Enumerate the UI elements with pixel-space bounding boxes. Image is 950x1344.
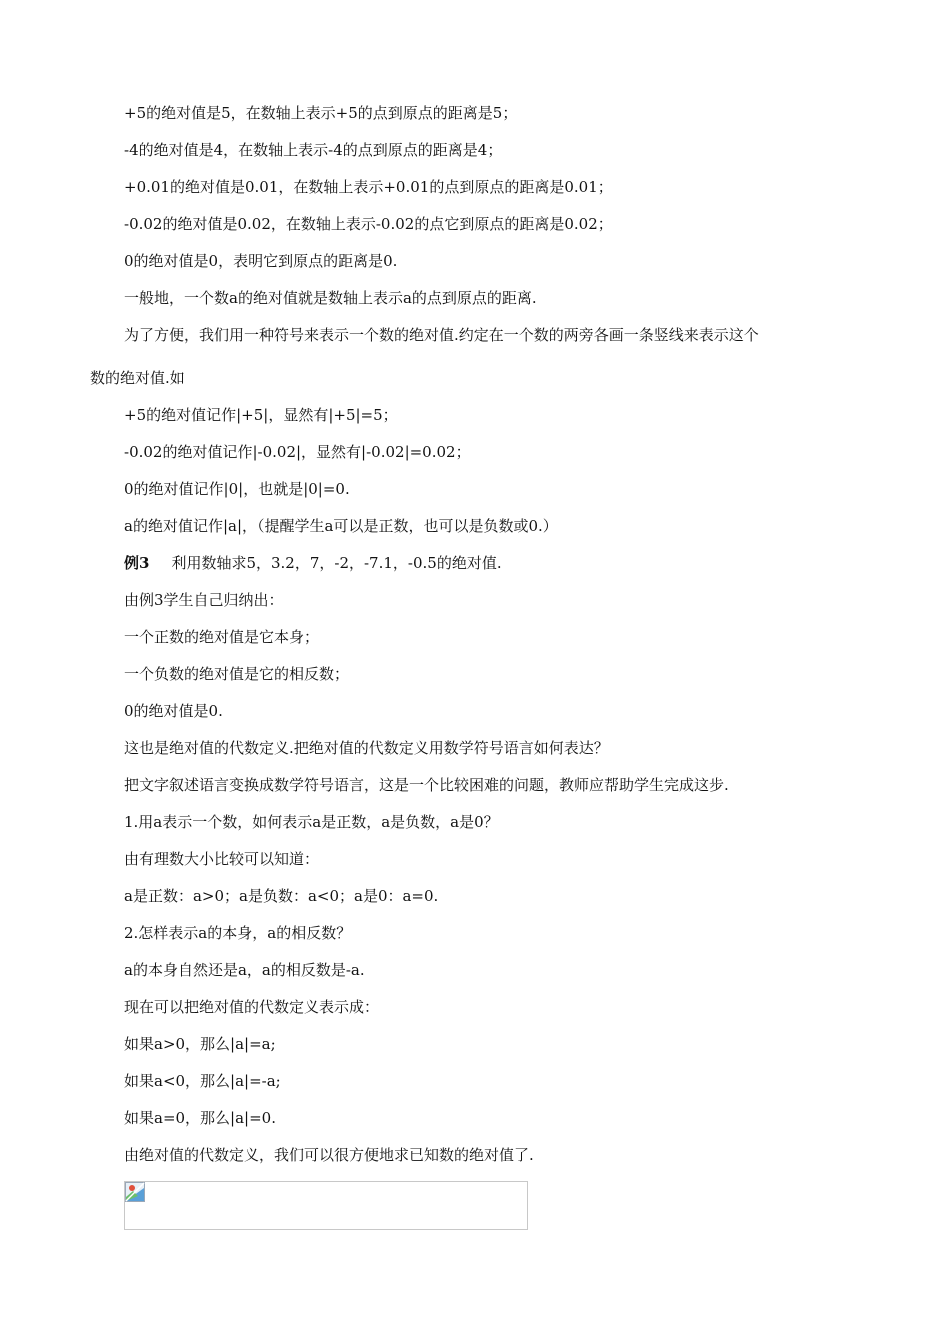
text-line: 由例3学生自己归纳出： bbox=[124, 591, 284, 609]
text-line: a的本身自然还是a，a的相反数是-a. bbox=[124, 961, 365, 979]
text-line: -4的绝对值是4，在数轴上表示-4的点到原点的距离是4； bbox=[124, 141, 503, 159]
text-line: 由绝对值的代数定义，我们可以很方便地求已知数的绝对值了. bbox=[124, 1146, 534, 1164]
text-line: +0.01的绝对值是0.01，在数轴上表示+0.01的点到原点的距离是0.01； bbox=[124, 178, 613, 196]
image-placeholder bbox=[124, 1181, 528, 1230]
text-line: 把文字叙述语言变换成数学符号语言，这是一个比较困难的问题，教师应帮助学生完成这步. bbox=[124, 776, 729, 794]
text-line: 这也是绝对值的代数定义.把绝对值的代数定义用数学符号语言如何表达？ bbox=[124, 739, 609, 757]
text-line: 2.怎样表示a的本身，a的相反数？ bbox=[124, 924, 352, 942]
text-line: 0的绝对值是0. bbox=[124, 702, 223, 720]
text-line: -0.02的绝对值是0.02，在数轴上表示-0.02的点它到原点的距离是0.02； bbox=[124, 215, 613, 233]
text-line: 如果a<0，那么|a|=-a; bbox=[124, 1072, 281, 1090]
text-line: +5的绝对值记作|+5|，显然有|+5|=5； bbox=[124, 406, 398, 424]
text-line: 现在可以把绝对值的代数定义表示成： bbox=[124, 998, 380, 1016]
example-text: 利用数轴求5，3.2，7，-2，-7.1，-0.5的绝对值. bbox=[171, 554, 502, 572]
text-line: +5的绝对值是5，在数轴上表示+5的点到原点的距离是5； bbox=[124, 104, 518, 122]
text-line: a是正数：a>0；a是负数：a<0；a是0：a=0. bbox=[124, 887, 439, 905]
text-line: 一个负数的绝对值是它的相反数； bbox=[124, 665, 350, 683]
text-line: a的绝对值记作|a|，（提醒学生a可以是正数，也可以是负数或0.） bbox=[124, 517, 558, 535]
text-line: 1.用a表示一个数，如何表示a是正数，a是负数，a是0？ bbox=[124, 813, 499, 831]
text-line: 如果a>0，那么|a|=a; bbox=[124, 1035, 276, 1053]
text-line: -0.02的绝对值记作|-0.02|，显然有|-0.02|=0.02； bbox=[124, 443, 471, 461]
text-line: 0的绝对值是0，表明它到原点的距离是0. bbox=[124, 252, 398, 270]
text-line: 一个正数的绝对值是它本身； bbox=[124, 628, 320, 646]
text-line: 一般地，一个数a的绝对值就是数轴上表示a的点到原点的距离. bbox=[124, 289, 537, 307]
example-label: 例3 bbox=[124, 554, 150, 572]
broken-image-icon bbox=[125, 1182, 145, 1202]
text-line: 由有理数大小比较可以知道： bbox=[124, 850, 320, 868]
text-line: 为了方便，我们用一种符号来表示一个数的绝对值.约定在一个数的两旁各画一条竖线来表示这个 bbox=[124, 326, 759, 344]
text-line: 数的绝对值.如 bbox=[90, 369, 185, 387]
example-line bbox=[124, 553, 502, 573]
text-line: 如果a=0，那么|a|=0. bbox=[124, 1109, 276, 1127]
text-line: 0的绝对值记作|0|，也就是|0|=0. bbox=[124, 480, 350, 498]
